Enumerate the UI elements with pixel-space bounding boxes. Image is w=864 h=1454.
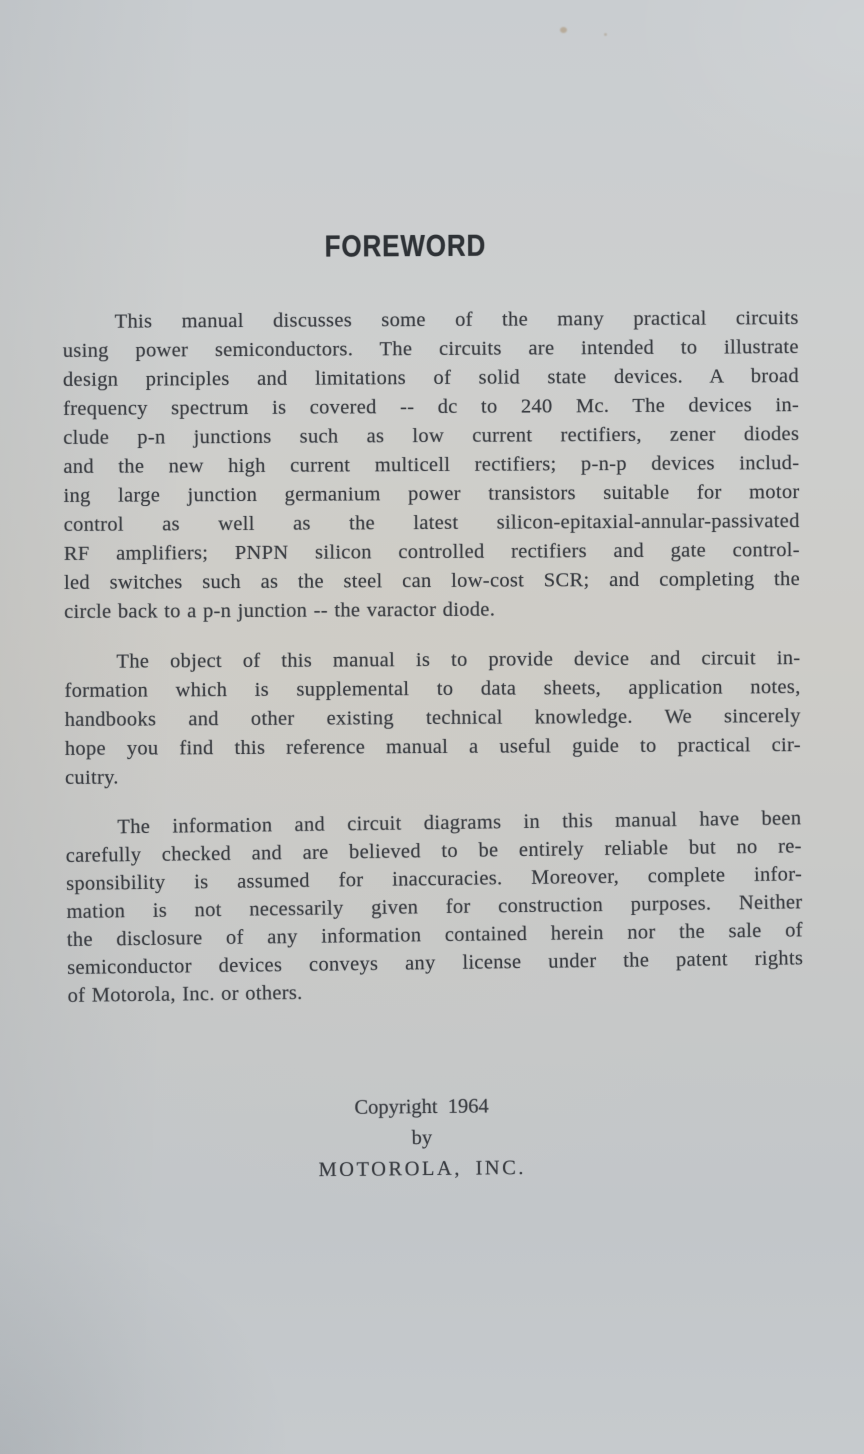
text-line: the disclosure of any information contained herein nor the sale of — [66, 919, 803, 951]
text-line: design principles and limitations of solid state devices. A broad — [62, 365, 799, 391]
text-line: sponsibility is assumed for inaccuracies. Moreover, complete infor- — [65, 863, 803, 895]
paragraph — [64, 644, 801, 793]
text-line: cuitry. — [64, 766, 119, 789]
text-line: semiconductor devices conveys any license under the patent rights — [67, 947, 804, 979]
publisher-line: MOTOROLA, INC. — [318, 1156, 527, 1182]
text-line: frequency spectrum is covered -- dc to 240 Mc. The devices in- — [63, 394, 800, 420]
foreword-heading — [0, 226, 812, 266]
text-line: using power semiconductors. The circuits are intended to illustrate — [62, 336, 799, 362]
text-line: RF amplifiers; PNPN silicon controlled rectifiers and gate control- — [63, 539, 800, 565]
paragraph — [63, 304, 801, 627]
body-text — [63, 304, 803, 1031]
text-line: The information and circuit diagrams in this manual have been — [117, 807, 802, 839]
text-line: circle back to a p-n junction -- the varactor diode. — [64, 598, 496, 623]
text-line: ing large junction germanium power transistors suitable for motor — [63, 481, 800, 507]
text-line: mation is not necessarily given for construction purposes. Neither — [66, 891, 803, 923]
foreword-heading-text: FOREWORD — [324, 227, 487, 264]
copyright-line: Copyright 1964 — [354, 1095, 489, 1119]
text-line: formation which is supplemental to data sheets, application notes, — [64, 676, 801, 702]
text-line: clude p-n junctions such as low current rectifiers, zener diodes — [63, 423, 800, 449]
text-line: and the new high current multicell rectifiers; p-n-p devices includ- — [63, 452, 800, 478]
text-line: This manual discusses some of the many practical circuits — [114, 307, 799, 333]
text-line: led switches such as the steel can low-cost SCR; and completing the — [63, 568, 801, 594]
text-line: The object of this manual is to provide device and circuit in- — [116, 647, 801, 673]
by-line: by — [411, 1126, 433, 1150]
text-line: handbooks and other existing technical knowledge. We sincerely — [64, 705, 801, 731]
paragraph — [65, 804, 804, 1010]
copyright-block — [2, 1088, 841, 1190]
text-line: carefully checked and are believed to be entirely reliable but no re- — [65, 835, 802, 867]
text-line: of Motorola, Inc. or others. — [67, 981, 303, 1007]
text-line: control as well as the latest silicon-epitaxial-annular-passivated — [63, 510, 800, 536]
text-line: hope you find this reference manual a useful guide to practical cir- — [64, 734, 801, 760]
